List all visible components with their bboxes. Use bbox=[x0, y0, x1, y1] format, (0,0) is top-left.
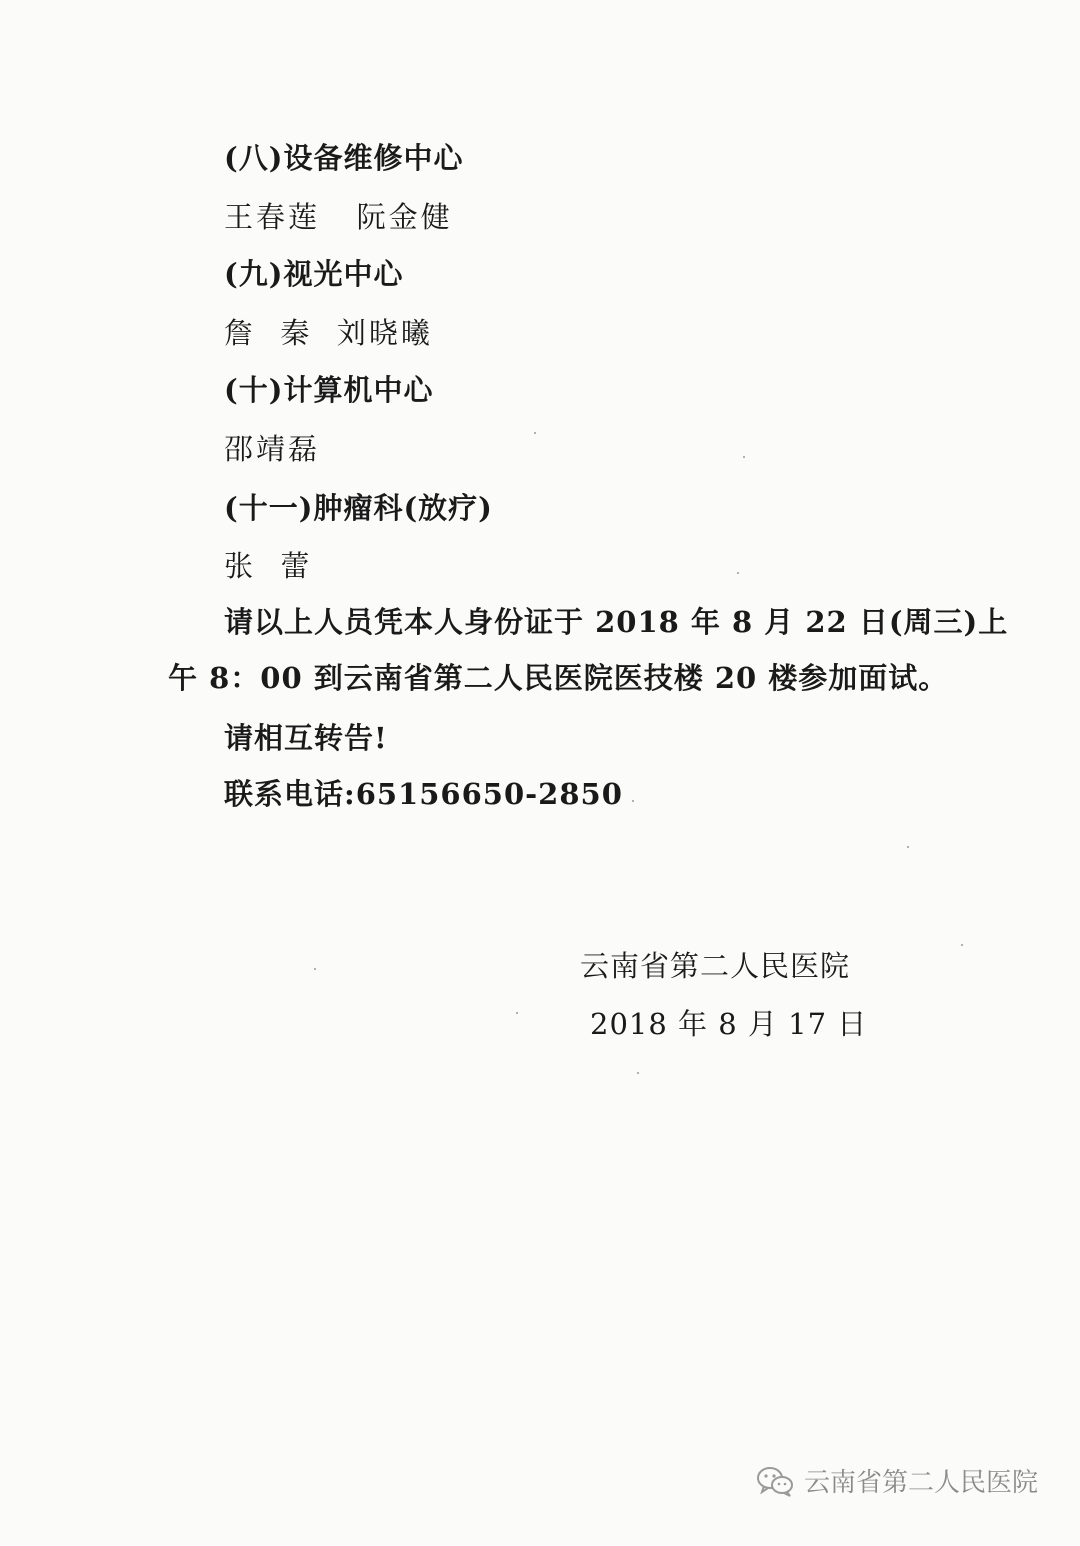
notice-paragraph-line-1: 请以上人员凭本人身份证于 2018 年 8 月 22 日(周三)上 bbox=[224, 605, 1009, 639]
wechat-icon bbox=[756, 1465, 794, 1497]
notice-paragraph-line-2: 午 8：00 到云南省第二人民医院医技楼 20 楼参加面试。 bbox=[168, 661, 949, 695]
scan-speck bbox=[907, 846, 909, 848]
names-optometry: 詹 秦 刘晓曦 bbox=[224, 316, 433, 350]
wechat-watermark bbox=[756, 1462, 1038, 1499]
contact-phone: 联系电话:65156650-2850 bbox=[224, 777, 623, 811]
names-computer: 邵靖磊 bbox=[224, 432, 321, 466]
section-heading-computer: (十)计算机中心 bbox=[224, 373, 434, 407]
scan-speck bbox=[961, 944, 963, 946]
scan-speck bbox=[737, 572, 739, 574]
names-oncology: 张 蕾 bbox=[224, 549, 313, 583]
notice-forward: 请相互转告! bbox=[224, 721, 388, 755]
scan-speck bbox=[632, 800, 634, 802]
section-heading-optometry: (九)视光中心 bbox=[224, 257, 404, 291]
section-heading-oncology: (十一)肿瘤科(放疗) bbox=[224, 491, 493, 525]
watermark-text: 云南省第二人民医院 bbox=[804, 1468, 1039, 1498]
names-equipment: 王春莲 阮金健 bbox=[224, 200, 453, 234]
section-heading-equipment: (八)设备维修中心 bbox=[224, 141, 464, 175]
signature-org: 云南省第二人民医院 bbox=[580, 949, 851, 983]
scan-speck bbox=[743, 456, 745, 458]
scan-speck bbox=[314, 968, 316, 970]
scan-speck bbox=[516, 1012, 518, 1014]
scan-speck bbox=[534, 432, 536, 434]
signature-date: 2018 年 8 月 17 日 bbox=[590, 1007, 868, 1041]
scan-speck bbox=[637, 1072, 639, 1074]
